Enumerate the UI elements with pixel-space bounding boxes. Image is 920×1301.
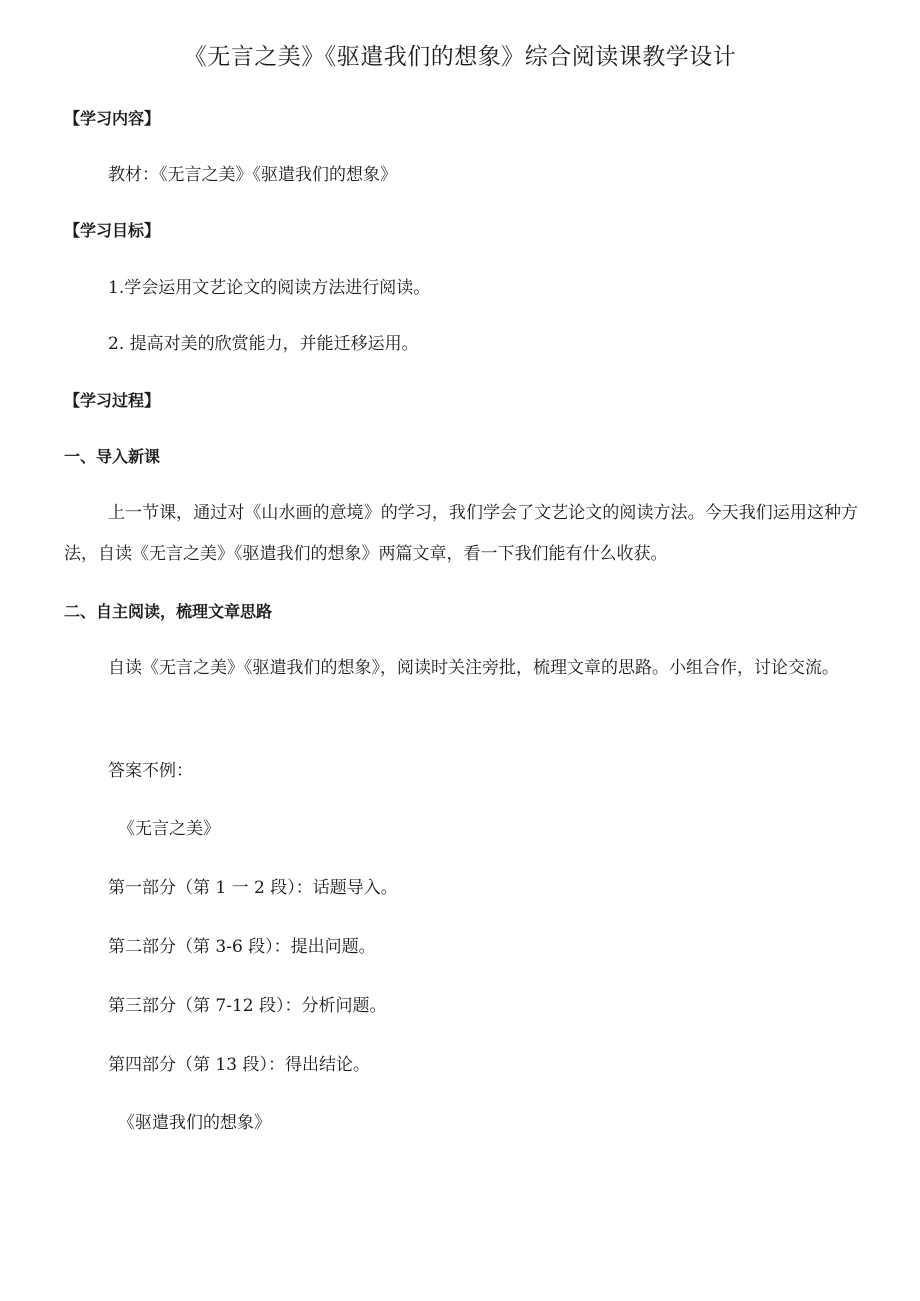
- textbook-line: 教材：《无言之美》《驱遣我们的想象》: [108, 165, 397, 185]
- heading-part-1: 一、导入新课: [64, 447, 161, 466]
- essay-1-title: 《无言之美》: [118, 819, 220, 839]
- heading-learning-content: 【学习内容】: [64, 109, 161, 128]
- essay-1-part-4: 第四部分（第 13 段）：得出结论。: [108, 1055, 370, 1075]
- essay-1-part-2: 第二部分（第 3-6 段）：提出问题。: [108, 937, 376, 957]
- heading-learning-process: 【学习过程】: [64, 391, 161, 410]
- heading-part-2: 二、自主阅读，梳理文章思路: [64, 602, 273, 621]
- heading-learning-goals: 【学习目标】: [64, 221, 161, 240]
- answer-label: 答案不例：: [108, 761, 193, 781]
- essay-1-part-3: 第三部分（第 7-12 段）：分析问题。: [108, 996, 387, 1016]
- essay-2-title: 《驱遣我们的想象》: [118, 1113, 271, 1133]
- document-title: 《无言之美》《驱遣我们的想象》综合阅读课教学设计: [183, 44, 737, 70]
- goal-item-1: 1.学会运用文艺论文的阅读方法进行阅读。: [108, 278, 431, 298]
- goal-item-2: 2. 提高对美的欣赏能力，并能迁移运用。: [108, 334, 419, 354]
- paragraph-part-2: 自读《无言之美》《驱遣我们的想象》，阅读时关注旁批，梳理文章的思路。小组合作，讨论交流。: [108, 658, 839, 678]
- paragraph-part-1: 上一节课，通过对《山水画的意境》的学习，我们学会了文艺论文的阅读方法。今天我们运用这种方法，自读《无言之美》《驱遣我们的想象》两篇文章，看一下我们能有什么收获。: [64, 503, 858, 564]
- essay-1-part-1: 第一部分（第 1 一 2 段）：话题导入。: [108, 878, 398, 898]
